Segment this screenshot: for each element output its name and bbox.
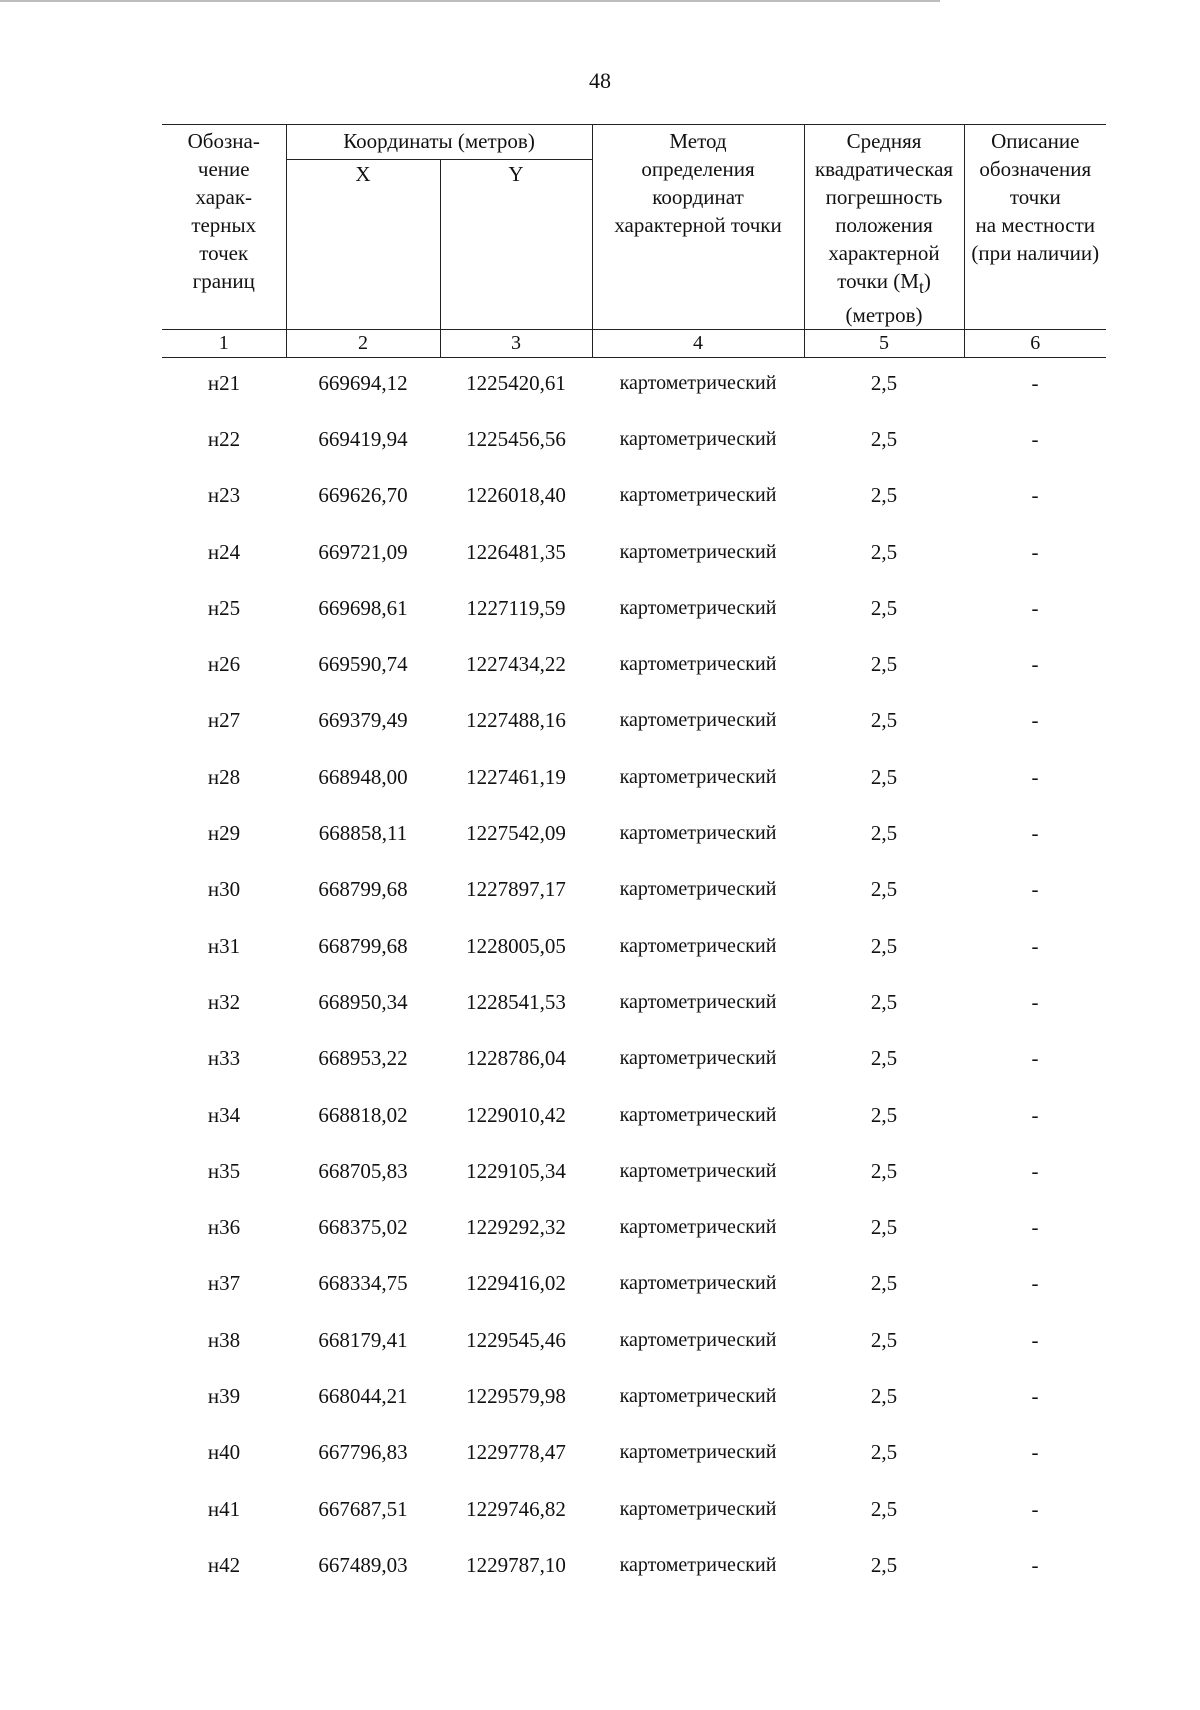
table-row (162, 921, 1106, 977)
cell-coord-y: 1228541,53 (466, 989, 566, 1014)
column-number: 4 (592, 330, 804, 358)
cell-coord-y: 1229416,02 (466, 1271, 566, 1296)
cell-error-value: 2,5 (870, 877, 898, 902)
cell-method: картометрический (619, 1553, 777, 1576)
cell-point-id: н30 (207, 877, 241, 902)
cell-coord-y: 1229787,10 (466, 1552, 566, 1577)
table-row (162, 1540, 1106, 1596)
table-row (162, 639, 1106, 695)
cell-coord-x: 668179,41 (318, 1327, 408, 1352)
cell-method: картометрический (619, 1047, 777, 1070)
cell-error-value: 2,5 (870, 539, 898, 564)
cell-description: - (1031, 371, 1039, 396)
cell-error-value: 2,5 (870, 1552, 898, 1577)
cell-coord-x: 669698,61 (318, 595, 408, 620)
cell-method: картометрический (619, 653, 777, 676)
cell-coord-y: 1229746,82 (466, 1496, 566, 1521)
cell-point-id: н24 (207, 539, 241, 564)
cell-method: картометрический (619, 1497, 777, 1520)
table-row (162, 1202, 1106, 1258)
cell-coord-x: 668705,83 (318, 1158, 408, 1183)
column-number: 3 (440, 330, 592, 358)
cell-coord-y: 1228005,05 (466, 933, 566, 958)
cell-coord-x: 668044,21 (318, 1384, 408, 1409)
cell-error-value: 2,5 (870, 1327, 898, 1352)
cell-coord-x: 668334,75 (318, 1271, 408, 1296)
cell-method: картометрический (619, 1328, 777, 1351)
cell-description: - (1031, 708, 1039, 733)
cell-description: - (1031, 652, 1039, 677)
cell-coord-y: 1227897,17 (466, 877, 566, 902)
cell-description: - (1031, 539, 1039, 564)
cell-description: - (1031, 1496, 1039, 1521)
cell-coord-y: 1227119,59 (466, 595, 566, 620)
cell-error-value: 2,5 (870, 1271, 898, 1296)
cell-error-value: 2,5 (870, 426, 898, 451)
column-number: 5 (804, 330, 964, 358)
cell-description: - (1031, 595, 1039, 620)
coordinates-table (162, 124, 1106, 1596)
scan-top-edge (0, 0, 940, 2)
page-number: 48 (589, 68, 611, 93)
header-description: Описание обозначения точки на местности (при наличии) (964, 125, 1106, 330)
column-number: 1 (162, 330, 286, 358)
cell-coord-y: 1226481,35 (466, 539, 566, 564)
column-number-row (162, 330, 1106, 358)
cell-point-id: н27 (207, 708, 241, 733)
cell-point-id: н23 (207, 483, 241, 508)
cell-coord-y: 1225420,61 (466, 371, 566, 396)
table-row (162, 752, 1106, 808)
table-row (162, 1258, 1106, 1314)
cell-point-id: н38 (207, 1327, 241, 1352)
cell-description: - (1031, 1158, 1039, 1183)
cell-coord-x: 668858,11 (318, 821, 408, 846)
cell-error-value: 2,5 (870, 1102, 898, 1127)
cell-coord-y: 1227488,16 (466, 708, 566, 733)
column-number: 6 (964, 330, 1106, 358)
cell-point-id: н31 (207, 933, 241, 958)
cell-point-id: н22 (207, 426, 241, 451)
cell-method: картометрический (619, 372, 777, 395)
table-row (162, 1315, 1106, 1371)
cell-point-id: н21 (207, 371, 241, 396)
cell-method: картометрический (619, 822, 777, 845)
cell-method: картометрический (619, 540, 777, 563)
error-subscript: t (918, 277, 924, 298)
cell-point-id: н34 (207, 1102, 241, 1127)
cell-point-id: н37 (207, 1271, 241, 1296)
cell-point-id: н41 (207, 1496, 241, 1521)
cell-description: - (1031, 989, 1039, 1014)
cell-coord-x: 668799,68 (318, 933, 408, 958)
cell-point-id: н32 (207, 989, 241, 1014)
header-x: X (286, 159, 440, 330)
cell-description: - (1031, 1046, 1039, 1071)
cell-point-id: н28 (207, 764, 241, 789)
cell-point-id: н29 (207, 821, 241, 846)
cell-coord-y: 1229105,34 (466, 1158, 566, 1183)
cell-method: картометрический (619, 1272, 777, 1295)
cell-error-value: 2,5 (870, 652, 898, 677)
table-row (162, 864, 1106, 920)
cell-error-value: 2,5 (870, 483, 898, 508)
cell-coord-x: 669590,74 (318, 652, 408, 677)
table-row (162, 1033, 1106, 1089)
cell-error-value: 2,5 (870, 595, 898, 620)
cell-coord-y: 1227542,09 (466, 821, 566, 846)
cell-coord-y: 1228786,04 (466, 1046, 566, 1071)
header-method: Метод определения координат характерной точки (592, 125, 804, 330)
cell-point-id: н39 (207, 1384, 241, 1409)
cell-coord-y: 1229292,32 (466, 1215, 566, 1240)
table-row (162, 695, 1106, 751)
cell-error-value: 2,5 (870, 1046, 898, 1071)
cell-coord-x: 668953,22 (318, 1046, 408, 1071)
cell-method: картометрический (619, 878, 777, 901)
cell-description: - (1031, 426, 1039, 451)
cell-error-value: 2,5 (870, 1496, 898, 1521)
table-row (162, 1146, 1106, 1202)
cell-error-value: 2,5 (870, 1440, 898, 1465)
cell-method: картометрический (619, 709, 777, 732)
cell-coord-x: 669721,09 (318, 539, 408, 564)
header-mean-square-error: Средняя квадратическая погрешность положения характерной точки $(M_t)$ (метров) (804, 125, 964, 330)
cell-method: картометрический (619, 1159, 777, 1182)
cell-coord-x: 668818,02 (318, 1102, 408, 1127)
table-row (162, 1371, 1106, 1427)
cell-method: картометрический (619, 1216, 777, 1239)
cell-point-id: н36 (207, 1215, 241, 1240)
cell-coord-y: 1226018,40 (466, 483, 566, 508)
cell-point-id: н42 (207, 1552, 241, 1577)
cell-coord-y: 1229579,98 (466, 1384, 566, 1409)
cell-description: - (1031, 1327, 1039, 1352)
table-row (162, 527, 1106, 583)
table-row (162, 414, 1106, 470)
cell-description: - (1031, 933, 1039, 958)
table-row (162, 358, 1106, 414)
cell-coord-x: 668799,68 (318, 877, 408, 902)
table-row (162, 470, 1106, 526)
table-body (162, 358, 1106, 1597)
table-row (162, 1090, 1106, 1146)
header-point-designation: Обозна- чение харак- терных точек границ (162, 125, 286, 330)
cell-point-id: н26 (207, 652, 241, 677)
cell-method: картометрический (619, 596, 777, 619)
cell-error-value: 2,5 (870, 933, 898, 958)
cell-error-value: 2,5 (870, 1215, 898, 1240)
cell-description: - (1031, 1215, 1039, 1240)
cell-method: картометрический (619, 1441, 777, 1464)
cell-point-id: н33 (207, 1046, 241, 1071)
cell-method: картометрический (619, 1103, 777, 1126)
cell-method: картометрический (619, 934, 777, 957)
cell-point-id: н35 (207, 1158, 241, 1183)
cell-description: - (1031, 1271, 1039, 1296)
cell-point-id: н40 (207, 1440, 241, 1465)
cell-error-value: 2,5 (870, 764, 898, 789)
table-row (162, 977, 1106, 1033)
cell-description: - (1031, 764, 1039, 789)
cell-coord-x: 669379,49 (318, 708, 408, 733)
cell-method: картометрический (619, 990, 777, 1013)
cell-method: картометрический (619, 427, 777, 450)
cell-coord-y: 1227434,22 (466, 652, 566, 677)
cell-coord-x: 669626,70 (318, 483, 408, 508)
cell-method: картометрический (619, 765, 777, 788)
cell-coord-x: 667796,83 (318, 1440, 408, 1465)
cell-description: - (1031, 1552, 1039, 1577)
cell-description: - (1031, 821, 1039, 846)
cell-description: - (1031, 1384, 1039, 1409)
header-coordinates: Координаты (метров) (286, 125, 592, 160)
cell-coord-x: 668948,00 (318, 764, 408, 789)
table-row (162, 808, 1106, 864)
cell-description: - (1031, 1440, 1039, 1465)
cell-error-value: 2,5 (870, 708, 898, 733)
cell-coord-x: 669694,12 (318, 371, 408, 396)
cell-coord-y: 1229545,46 (466, 1327, 566, 1352)
table-row (162, 583, 1106, 639)
table-row (162, 1484, 1106, 1540)
cell-coord-x: 668950,34 (318, 989, 408, 1014)
cell-coord-x: 668375,02 (318, 1215, 408, 1240)
table-row (162, 1427, 1106, 1483)
cell-error-value: 2,5 (870, 371, 898, 396)
cell-method: картометрический (619, 484, 777, 507)
cell-coord-x: 669419,94 (318, 426, 408, 451)
cell-coord-x: 667489,03 (318, 1552, 408, 1577)
cell-error-value: 2,5 (870, 1384, 898, 1409)
header-y: Y (440, 159, 592, 330)
cell-point-id: н25 (207, 595, 241, 620)
cell-coord-y: 1229778,47 (466, 1440, 566, 1465)
cell-coord-y: 1229010,42 (466, 1102, 566, 1127)
cell-method: картометрический (619, 1385, 777, 1408)
column-number: 2 (286, 330, 440, 358)
cell-coord-y: 1225456,56 (466, 426, 566, 451)
cell-error-value: 2,5 (870, 821, 898, 846)
cell-description: - (1031, 483, 1039, 508)
cell-coord-y: 1227461,19 (466, 764, 566, 789)
cell-coord-x: 667687,51 (318, 1496, 408, 1521)
cell-error-value: 2,5 (870, 1158, 898, 1183)
cell-description: - (1031, 1102, 1039, 1127)
cell-error-value: 2,5 (870, 989, 898, 1014)
cell-description: - (1031, 877, 1039, 902)
